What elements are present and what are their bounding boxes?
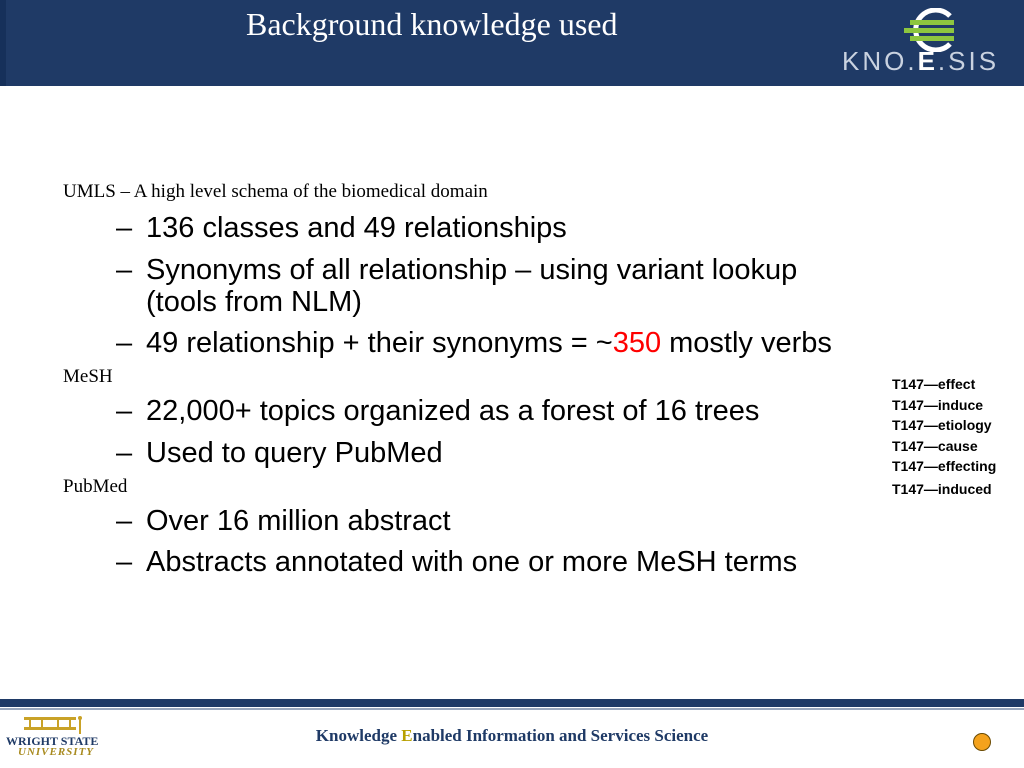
knoesis-logo [838,6,1008,78]
footer-divider [0,708,1024,710]
header-bar [0,0,1024,86]
relationship-synonyms-box [892,374,1022,500]
synonym-item: T147—effecting [892,458,997,475]
bullet-dash: – [116,254,133,286]
synonym-item: T147—induced [892,480,992,497]
header-edge [0,0,6,86]
section-heading-pubmed: PubMed [63,476,128,497]
orange-dot-icon [973,733,991,751]
bullet-dash: – [116,505,133,537]
bullet-text: Used to query PubMed [146,437,443,469]
bullet-text: 22,000+ topics organized as a forest of 16 trees [146,395,760,427]
bullet-dash: – [116,212,133,244]
knoesis-wordmark: KNO.E.SIS [842,46,1000,76]
bullet-text: (tools from NLM) [146,286,362,318]
university-sub: UNIVERSITY [18,746,95,758]
bullet-text: 49 relationship + their synonyms = ~350 mostly verbs [146,327,832,359]
bullet-dash: – [116,546,133,578]
university-name: WRIGHT STATE [6,734,99,748]
slide-title: Background knowledge used [246,6,618,42]
footer-tagline: Knowledge Enabled Information and Services Science [315,726,709,745]
section-heading-umls: UMLS – A high level schema of the biomedical domain [63,181,488,202]
synonym-item: T147—cause [892,437,978,454]
section-heading-mesh: MeSH [63,366,113,387]
bullet-text: Abstracts annotated with one or more MeSH terms [146,546,798,578]
bullet-text: Over 16 million abstract [146,505,451,537]
synonym-item: T147—etiology [892,417,992,434]
bullet-dash: – [116,437,133,469]
bullet-text: 136 classes and 49 relationships [146,212,567,244]
footer-bar [0,699,1024,707]
synonym-item: T147—effect [892,376,976,392]
bullet-dash: – [116,327,133,359]
bullet-dash: – [116,395,133,427]
synonym-item: T147—induce [892,396,984,413]
highlight-number: 350 [612,327,662,359]
bullet-text: Synonyms of all relationship – using variant lookup [146,254,798,286]
